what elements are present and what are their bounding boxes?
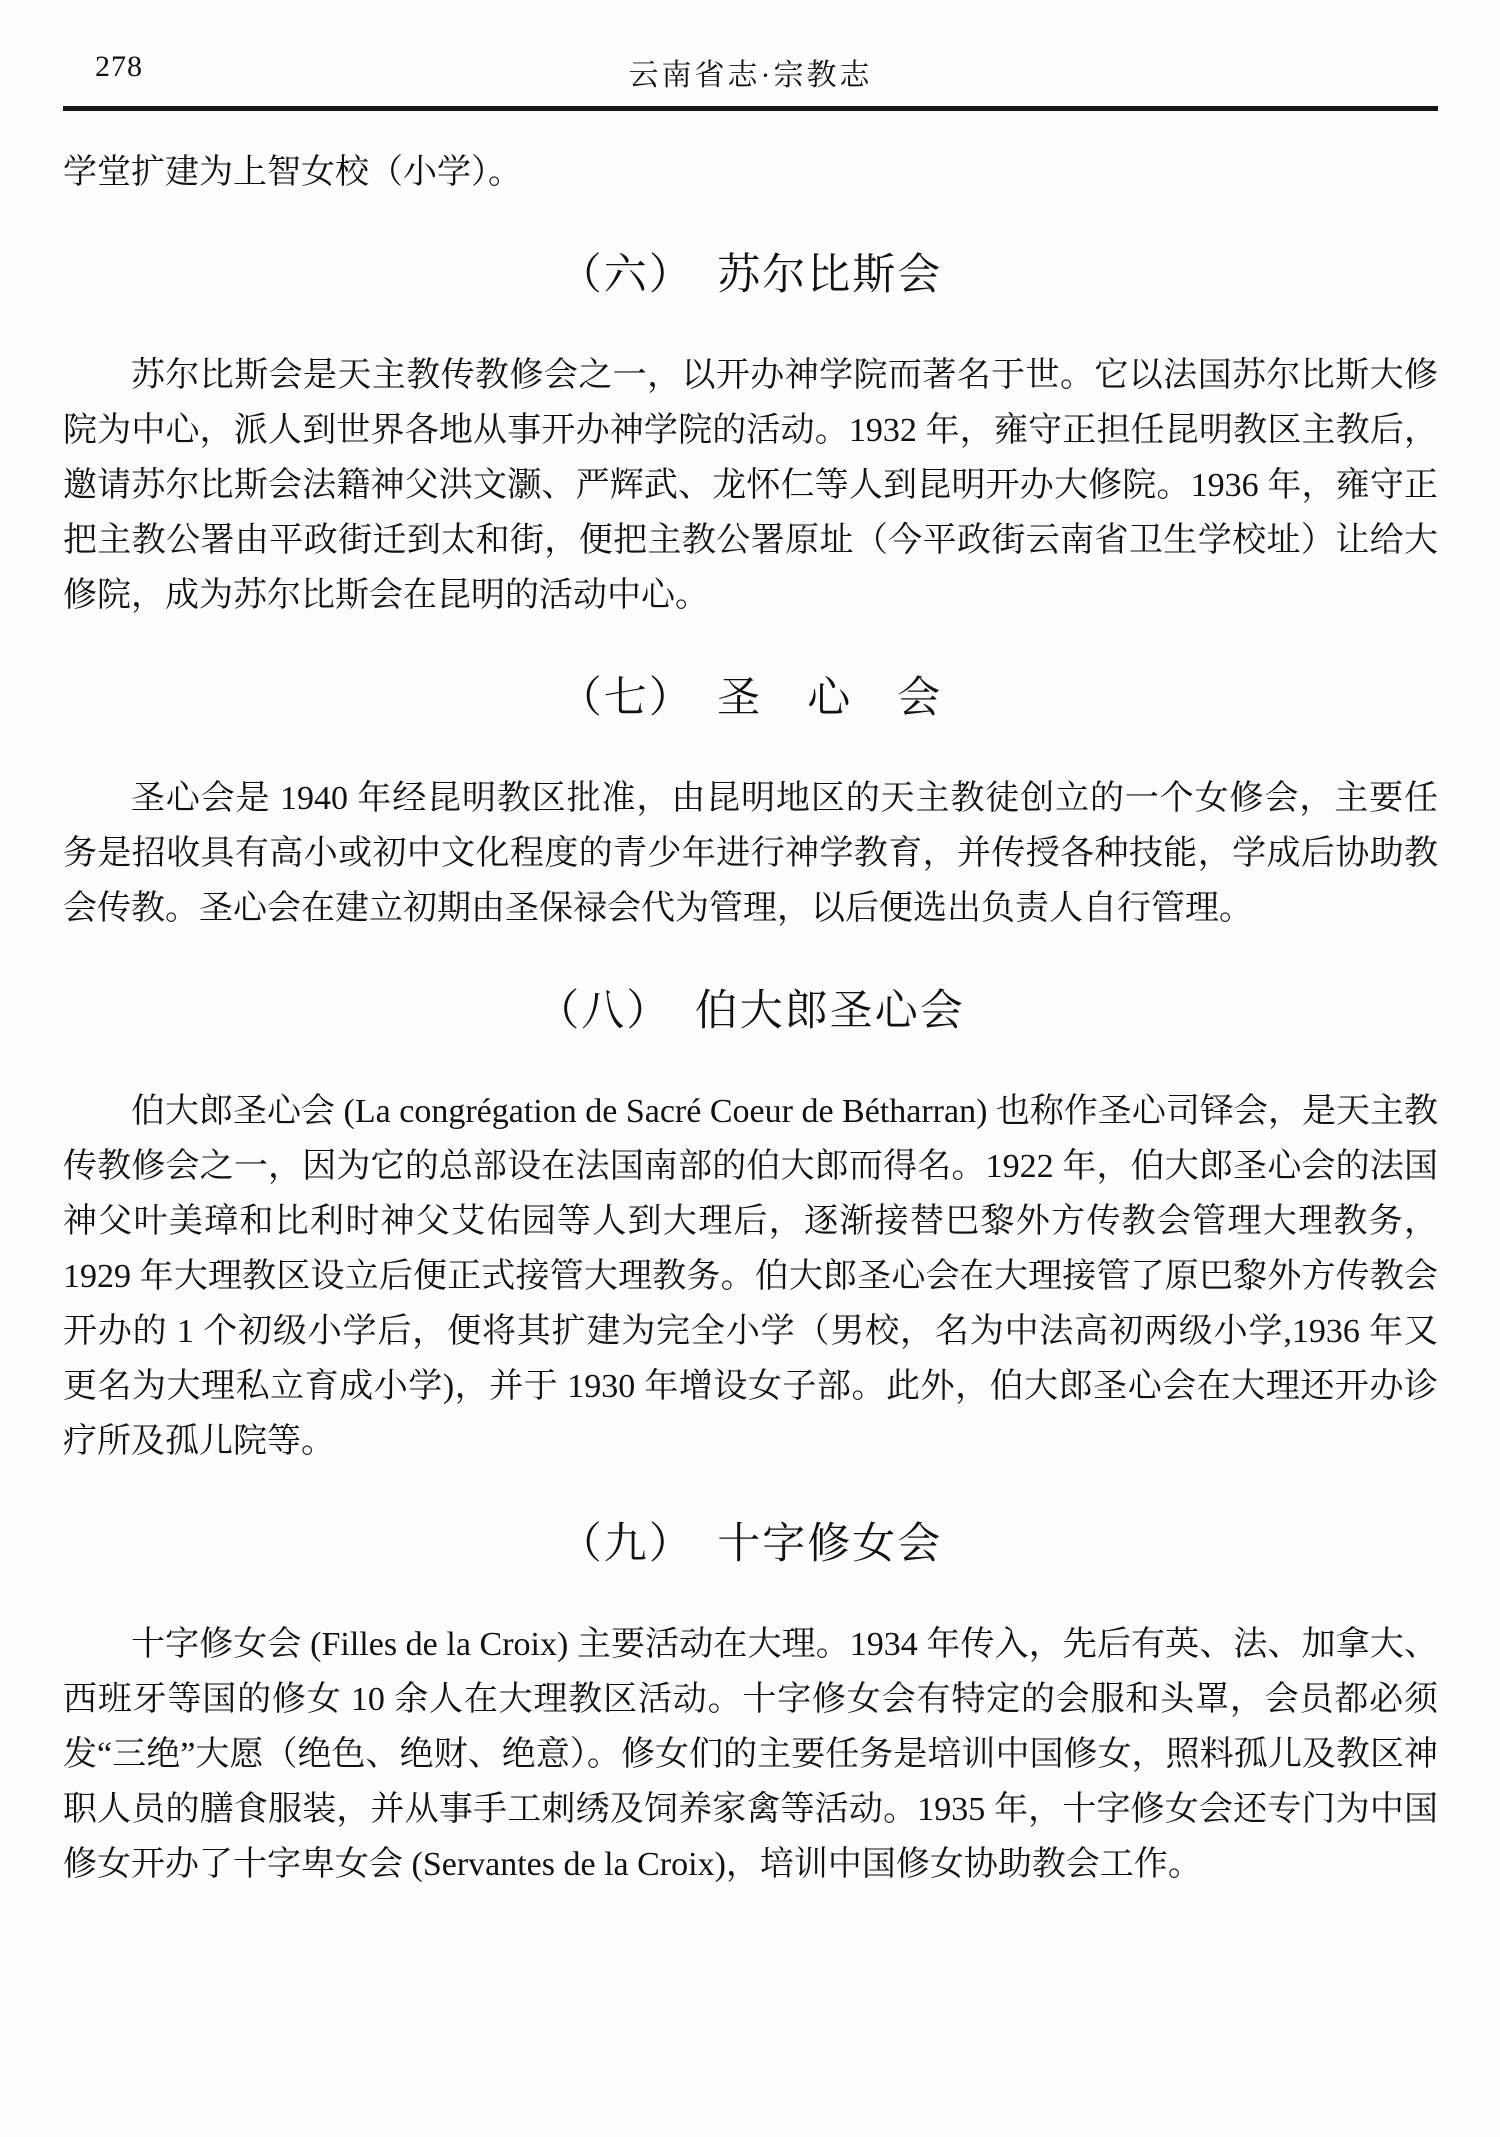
page-body [63,145,1438,1892]
page-number: 278 [95,50,143,83]
section-heading-9: （九） 十字修女会 [558,1521,943,1568]
section-7-paragraph: 圣心会是 1940 年经昆明教区批准，由昆明地区的天主教徒创立的一个女修会，主要任务是招收具有高小或初中文化程度的青少年进行神学教育，并传授各种技能，学成后协助教会传教。圣心会在建立初期由圣保禄会代为管理，以后便选出负责人自行管理。 [63,780,1438,927]
section-heading-8: （八） 伯大郎圣心会 [536,988,965,1035]
section-heading-6: （六） 苏尔比斯会 [558,252,943,299]
section-heading-7: （七） 圣 心 会 [558,675,943,722]
section-8-paragraph: 伯大郎圣心会 (La congrégation de Sacré Coeur de Bétharran) 也称作圣心司铎会，是天主教传教修会之一，因为它的总部设在法国南部的伯大郎而得名。1922 年，伯大郎圣心会的法国神父叶美璋和比利时神父艾佑园等人到大理后，逐渐接替巴黎外方传教会管理大理教务，1929 年大理教区设立后便正式接管大理教务。伯大郎圣心会在大理接管了原巴黎外方传教会开办的 1 个初级小学后，便将其扩建为完全小学（男校，名为中法高初两级小学,1936 年又更名为大理私立育成小学)，并于 1930 年增设女子部。此外，伯大郎圣心会在大理还开办诊疗所及孤儿院等。 [63,1093,1438,1460]
book-title: 云南省志·宗教志 [628,59,873,92]
page-header [63,50,1438,90]
header-rule [63,106,1438,111]
section-6-paragraph: 苏尔比斯会是天主教传教修会之一，以开办神学院而著名于世。它以法国苏尔比斯大修院为中心，派人到世界各地从事开办神学院的活动。1932 年，雍守正担任昆明教区主教后，邀请苏尔比斯会法籍神父洪文灏、严辉武、龙怀仁等人到昆明开办大修院。1936 年，雍守正把主教公署由平政街迁到太和街，便把主教公署原址（今平政街云南省卫生学校址）让给大修院，成为苏尔比斯会在昆明的活动中心。 [63,357,1438,614]
continuation-line: 学堂扩建为上智女校（小学）。 [63,154,522,191]
section-9-paragraph: 十字修女会 (Filles de la Croix) 主要活动在大理。1934 年传入，先后有英、法、加拿大、西班牙等国的修女 10 余人在大理教区活动。十字修女会有特定的会服和头罩，会员都必须发“三绝”大愿（绝色、绝财、绝意）。修女们的主要任务是培训中国修女，照料孤儿及教区神职人员的膳食服装，并从事手工刺绣及饲养家禽等活动。1935 年，十字修女会还专门为中国修女开办了十字卑女会 (Servantes de la Croix)，培训中国修女协助教会工作。 [63,1626,1438,1883]
